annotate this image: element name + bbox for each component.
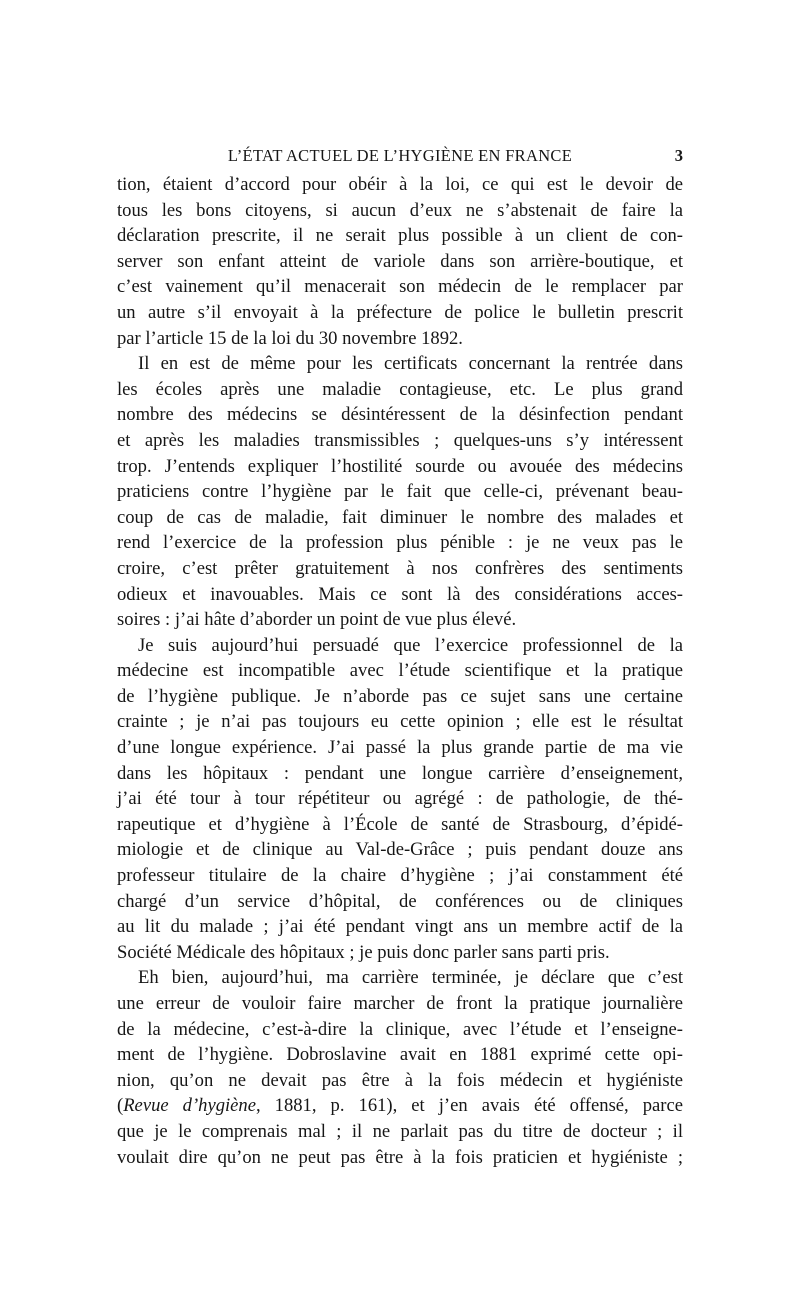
text-line: nion, qu’on ne devait pas être à la fois médecin et hygiéniste	[117, 1069, 683, 1091]
text-line: d’une longue expérience. J’ai passé la plus grande partie de ma vie	[117, 737, 683, 759]
text-line: c’est vainement qu’il menacerait son médecin de le remplacer par	[117, 276, 683, 298]
paragraph-4	[117, 965, 683, 1170]
text-line: les écoles après une maladie contagieuse, etc. Le plus grand	[117, 378, 683, 400]
text-line: praticiens contre l’hygiène par le fait que celle-ci, prévenant beau-	[117, 481, 683, 503]
text-line: odieux et inavouables. Mais ce sont là des considérations acces-	[117, 583, 683, 605]
paragraph-3	[117, 633, 683, 966]
text-line: crainte ; je n’ai pas toujours eu cette opinion ; elle est le résultat	[117, 711, 683, 733]
running-header	[117, 146, 683, 168]
text-line: ment de l’hygiène. Dobroslavine avait en 1881 exprimé cette opi-	[117, 1044, 683, 1066]
text-line: professeur titulaire de la chaire d’hygiène ; j’ai constamment été	[117, 865, 683, 887]
text-line: de la médecine, c’est-à-dire la clinique, avec l’étude et l’enseigne-	[117, 1018, 683, 1040]
text-line: server son enfant atteint de variole dans son arrière-boutique, et	[117, 250, 683, 272]
text-line: trop. J’entends expliquer l’hostilité sourde ou avouée des médecins	[117, 455, 683, 477]
body-text	[117, 172, 683, 1170]
citation-open: (	[117, 1095, 124, 1117]
text-line: un autre s’il envoyait à la préfecture de police le bulletin prescrit	[117, 301, 683, 323]
text-line: Société Médicale des hôpitaux ; je puis donc parler sans parti pris.	[117, 941, 610, 963]
citation-rest: , 1881, p. 161), et j’en avais été offensé, parce	[255, 1095, 683, 1117]
text-line: tous les bons citoyens, si aucun d’eux ne s’abstenait de faire la	[117, 199, 683, 221]
text-line: par l’article 15 de la loi du 30 novembre 1892.	[117, 327, 463, 349]
text-line: soires : j’ai hâte d’aborder un point de vue plus élevé.	[117, 609, 517, 631]
text-line: et après les maladies transmissibles ; quelques-uns s’y intéressent	[117, 429, 683, 451]
text-line-with-citation	[117, 1093, 683, 1119]
journal-title: Revue d’hygiène	[123, 1095, 256, 1117]
running-title: L’ÉTAT ACTUEL DE L’HYGIÈNE EN FRANCE	[227, 146, 573, 165]
page-number: 3	[674, 146, 683, 165]
text-line: rapeutique et d’hygiène à l’École de santé de Strasbourg, d’épidé-	[117, 813, 683, 835]
text-line: croire, c’est prêter gratuitement à nos confrères des sentiments	[117, 557, 683, 579]
text-line: coup de cas de maladie, fait diminuer le nombre des malades et	[117, 506, 683, 528]
text-line: nombre des médecins se désintéressent de la désinfection pendant	[117, 404, 683, 426]
paragraph-2	[117, 351, 683, 633]
text-line: médecine est incompatible avec l’étude scientifique et la pratique	[117, 660, 683, 682]
text-line: que je le comprenais mal ; il ne parlait pas du titre de docteur ; il	[117, 1120, 683, 1142]
text-line: voulait dire qu’on ne peut pas être à la fois praticien et hygiéniste ;	[117, 1146, 683, 1168]
text-line: une erreur de vouloir faire marcher de front la pratique journalière	[117, 993, 683, 1014]
text-line: tion, étaient d’accord pour obéir à la loi, ce qui est le devoir de	[117, 174, 683, 195]
text-line: Il en est de même pour les certificats concernant la rentrée dans	[138, 353, 683, 375]
text-line: miologie et de clinique au Val-de-Grâce ; puis pendant douze ans	[117, 839, 683, 861]
text-line: Eh bien, aujourd’hui, ma carrière terminée, je déclare que c’est	[138, 967, 683, 989]
text-line: déclaration prescrite, il ne serait plus possible à un client de con-	[117, 225, 683, 247]
text-line: au lit du malade ; j’ai été pendant vingt ans un membre actif de la	[117, 916, 683, 938]
text-line: chargé d’un service d’hôpital, de conférences ou de cliniques	[117, 890, 683, 912]
paragraph-1	[117, 172, 683, 351]
text-line: Je suis aujourd’hui persuadé que l’exercice professionnel de la	[138, 634, 683, 656]
text-line: de l’hygiène publique. Je n’aborde pas ce sujet sans une certaine	[117, 685, 683, 707]
text-line: j’ai été tour à tour répétiteur ou agrégé : de pathologie, de thé-	[117, 788, 683, 810]
text-line: rend l’exercice de la profession plus pénible : je ne veux pas le	[117, 532, 683, 554]
text-line: dans les hôpitaux : pendant une longue carrière d’enseignement,	[117, 762, 683, 784]
